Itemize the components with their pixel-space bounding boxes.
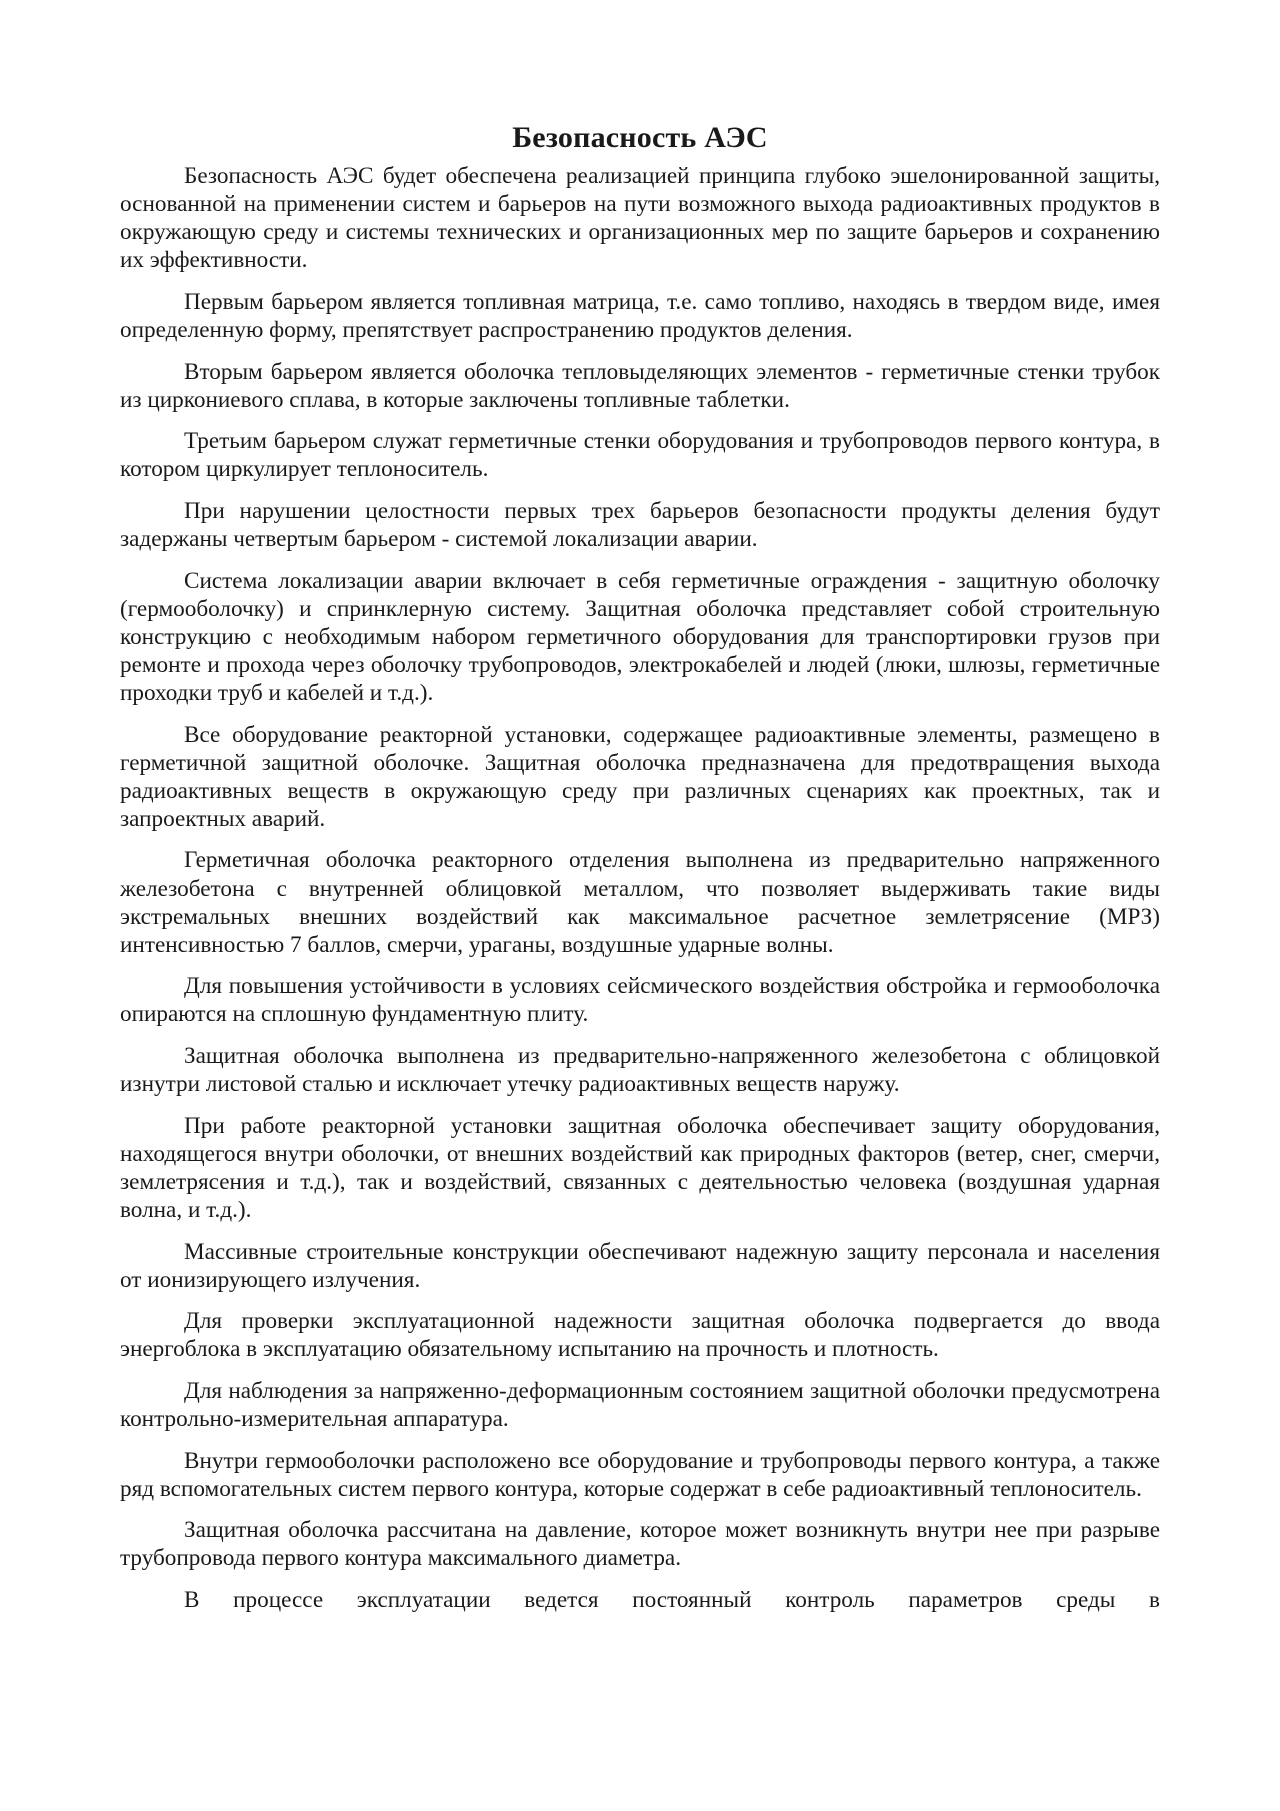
paragraph: Все оборудование реакторной установки, содержащее радиоактивные элементы, размещено в герметичной защитной оболочке. Защитная оболочка предназначена для предотвращения выхода радиоактивных веществ в окружающую среду при различных сценариях как проектных, так и запроектных аварий. <box>120 721 1160 832</box>
paragraph: Третьим барьером служат герметичные стенки оборудования и трубопроводов первого контура, в котором циркулирует теплоноситель. <box>120 428 1160 483</box>
paragraph: Для наблюдения за напряженно-деформационным состоянием защитной оболочки предусмотрена контрольно-измерительная аппаратура. <box>120 1377 1160 1433</box>
paragraph: Массивные строительные конструкции обеспечивают надежную защиту персонала и населения от ионизирующего излучения. <box>120 1238 1160 1293</box>
paragraph: Система локализации аварии включает в себя герметичные ограждения - защитную оболочку (гермооболочку) и спринклерную систему. Защитная оболочка представляет собой строительную конструкцию с необходимым набором герметичного оборудования для транспортировки грузов при ремонте и прохода через оболочку трубопроводов, электрокабелей и людей (люки, шлюзы, герметичные проходки труб и кабелей и т.д.). <box>120 567 1160 706</box>
paragraph: Внутри гермооболочки расположено все оборудование и трубопроводы первого контура, а также ряд вспомогательных систем первого контура, которые содержат в себе радиоактивный теплоноситель. <box>120 1447 1160 1502</box>
document-body <box>120 162 1160 1614</box>
paragraph: Для проверки эксплуатационной надежности защитная оболочка подвергается до ввода энергоблока в эксплуатацию обязательному испытанию на прочность и плотность. <box>120 1308 1160 1363</box>
document-title: Безопасность АЭС <box>512 121 768 154</box>
paragraph: Для повышения устойчивости в условиях сейсмического воздействия обстройка и гермооболочка опираются на сплошную фундаментную плиту. <box>120 973 1160 1028</box>
paragraph: При нарушении целостности первых трех барьеров безопасности продукты деления будут задержаны четвертым барьером - системой локализации аварии. <box>120 497 1160 553</box>
paragraph: Герметичная оболочка реакторного отделения выполнена из предварительно напряженного железобетона с внутренней облицовкой металлом, что позволяет выдерживать такие виды экстремальных внешних воздействий как максимальное расчетное землетрясение (МРЗ) интенсивностью 7 баллов, смерчи, ураганы, воздушные ударные волны. <box>120 847 1160 958</box>
paragraph: Защитная оболочка выполнена из предварительно-напряженного железобетона с облицовкой изнутри листовой сталью и исключает утечку радиоактивных веществ наружу. <box>120 1043 1160 1098</box>
paragraph: Защитная оболочка рассчитана на давление, которое может возникнуть внутри нее при разрыве трубопровода первого контура максимального диаметра. <box>120 1517 1160 1572</box>
paragraph: Первым барьером является топливная матрица, т.е. само топливо, находясь в твердом виде, имея определенную форму, препятствует распространению продуктов деления. <box>120 288 1160 343</box>
paragraph: В процессе эксплуатации ведется постоянный контроль параметров среды в <box>184 1587 1160 1614</box>
document-page <box>120 118 1160 1628</box>
paragraph: Безопасность АЭС будет обеспечена реализацией принципа глубоко эшелонированной защиты, основанной на применении систем и барьеров на пути возможного выхода радиоактивных продуктов в окружающую среду и системы технических и организационных мер по защите барьеров и сохранению их эффективности. <box>120 163 1160 274</box>
paragraph: Вторым барьером является оболочка тепловыделяющих элементов - герметичные стенки трубок из циркониевого сплава, в которые заключены топливные таблетки. <box>120 358 1160 413</box>
paragraph: При работе реакторной установки защитная оболочка обеспечивает защиту оборудования, находящегося внутри оболочки, от внешних воздействий как природных факторов (ветер, снег, смерчи, землетрясения и т.д.), так и воздействий, связанных с деятельностью человека (воздушная ударная волна, и т.д.). <box>120 1112 1160 1223</box>
